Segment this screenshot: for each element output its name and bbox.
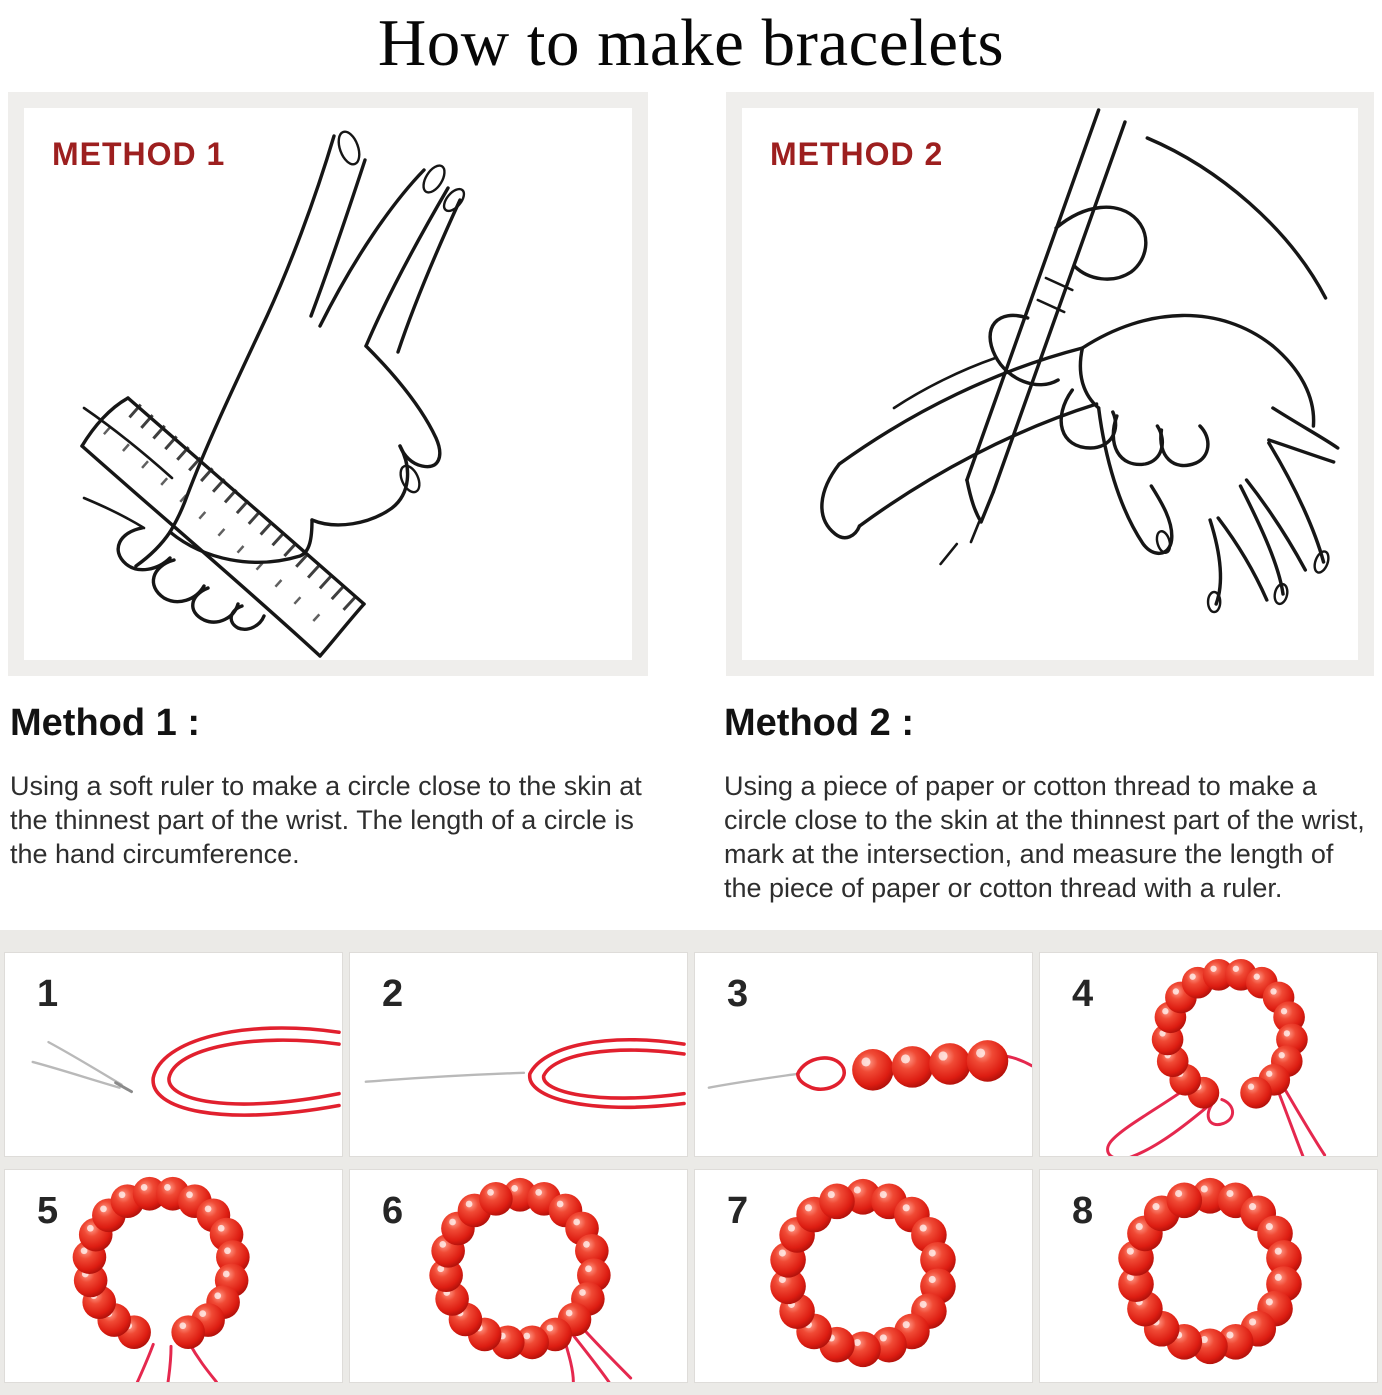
method1-hand-ruler-illustration [24, 108, 632, 660]
step-number: 8 [1072, 1190, 1094, 1232]
method2-heading: Method 2 : [724, 702, 914, 744]
step-number: 4 [1072, 973, 1094, 1015]
page-header [0, 0, 1382, 92]
method1-panel [8, 92, 648, 676]
step-photo-1 [4, 952, 343, 1157]
method2-hand-pen-illustration [742, 108, 1358, 660]
method2-panel [726, 92, 1374, 676]
step-photo-2 [349, 952, 688, 1157]
method1-badge: METHOD 1 [52, 136, 226, 172]
step-photo-4 [1039, 952, 1378, 1157]
method2-description-block [724, 702, 1372, 930]
steps-grid [0, 930, 1382, 1395]
step-photo-6 [349, 1169, 688, 1383]
step-number: 5 [37, 1190, 59, 1232]
step-number: 7 [727, 1190, 749, 1232]
method1-description: Using a soft ruler to make a circle close to the skin at the thinnest part of the wrist. The length of a circle is the hand circumference. [10, 771, 642, 869]
step-photo-3 [694, 952, 1033, 1157]
step-photo-8 [1039, 1169, 1378, 1383]
method1-description-block [10, 702, 642, 930]
page-title: How to make bracelets [377, 6, 1005, 80]
step-number: 1 [37, 973, 59, 1015]
method1-heading: Method 1 : [10, 702, 200, 744]
step-number: 6 [382, 1190, 404, 1232]
step-number: 2 [382, 973, 404, 1015]
method-descriptions [0, 676, 1382, 930]
method2-badge: METHOD 2 [770, 136, 944, 172]
step-photo-7 [694, 1169, 1033, 1383]
method-illustration-panels [0, 92, 1382, 676]
method2-description: Using a piece of paper or cotton thread to make a circle close to the skin at the thinnest part of the wrist, mark at the intersection, and measure the length of the piece of paper or cotton thread with a ruler. [724, 771, 1365, 903]
step-photo-5 [4, 1169, 343, 1383]
step-number: 3 [727, 973, 749, 1015]
